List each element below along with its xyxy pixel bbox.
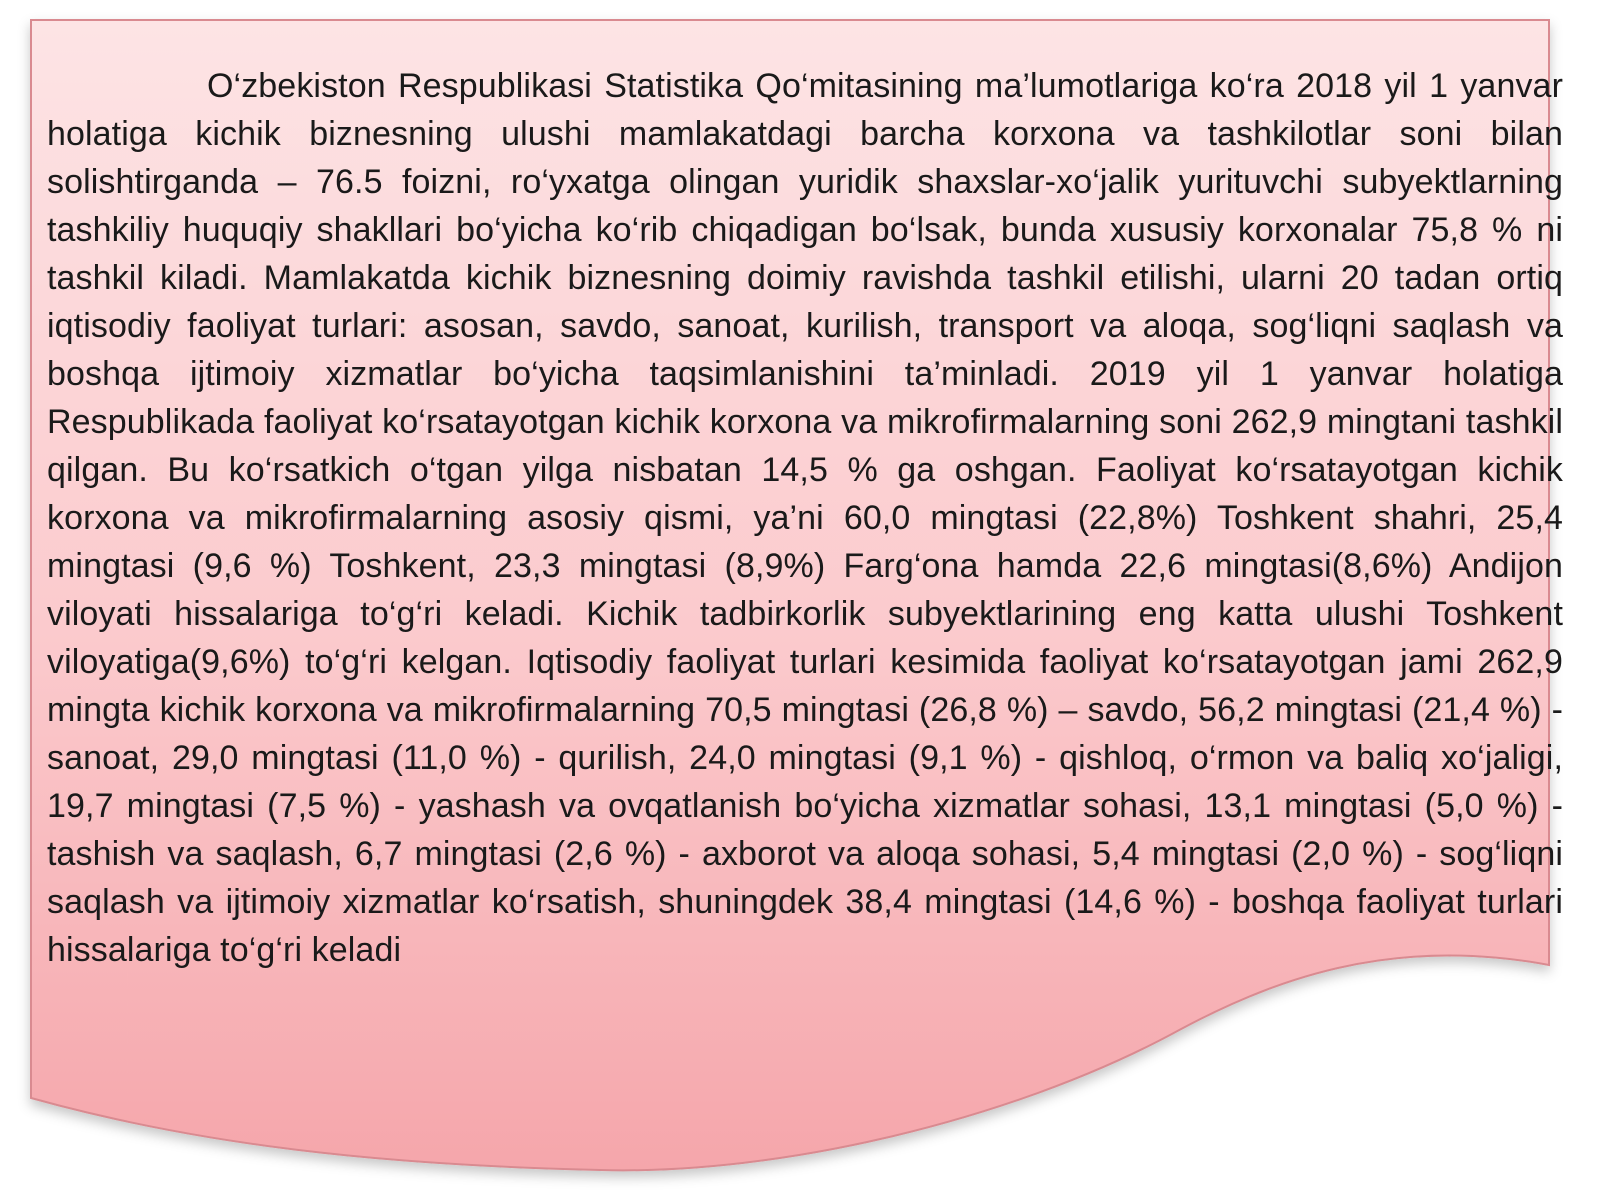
main-paragraph: O‘zbekiston Respublikasi Statistika Qo‘mitasining ma’lumotlariga ko‘ra 2018 yil 1 yanvar holatiga kichik biznesning ulushi mamlakatdagi barcha korxona va tashkilotlar soni bilan solishtirganda – 76.5 foizni, ro‘yxatga olingan yuridik shaxslar-xo‘jalik yurituvchi subyektlarning tashkiliy huquqiy shakllari bo‘yicha ko‘rib chiqadigan bo‘lsak, bunda xususiy korxonalar 75,8 % ni tashkil kiladi. Mamlakatda kichik biznesning doimiy ravishda tashkil etilishi, ularni 20 tadan ortiq iqtisodiy faoliyat turlari: asosan, savdo, sanoat, kurilish, transport va aloqa, sog‘liqni saqlash va boshqa ijtimoiy xizmatlar bo‘yicha taqsimlanishini ta’minladi. 2019 yil 1 yanvar holatiga Respublikada faoliyat ko‘rsatayotgan kichik korxona va mikrofirmalarning soni 262,9 mingtani tashkil qilgan. Bu ko‘rsatkich o‘tgan yilga nisbatan 14,5 % ga oshgan. Faoliyat ko‘rsatayotgan kichik korxona va mikrofirmalarning asosiy qismi, ya’ni 60,0 mingtasi (22,8%) Toshkent shahri, 25,4 mingtasi (9,6 %) Toshkent, 23,3 mingtasi (8,9%) Farg‘ona hamda 22,6 mingtasi(8,6%) Andijon viloyati hissalariga to‘g‘ri keladi. Kichik tadbirkorlik subyektlarining eng katta ulushi Toshkent viloyatiga(9,6%) to‘g‘ri kelgan. Iqtisodiy faoliyat turlari kesimida faoliyat ko‘rsatayotgan jami 262,9 mingta kichik korxona va mikrofirmalarning 70,5 mingtasi (26,8 %) – savdo, 56,2 mingtasi (21,4 %) - sanoat, 29,0 mingtasi (11,0 %) - qurilish, 24,0 mingtasi (9,1 %) - qishloq, o‘rmon va baliq xo‘jaligi, 19,7 mingtasi (7,5 %) - yashash va ovqatlanish bo‘yicha xizmatlar sohasi, 13,1 mingtasi (5,0 %) - tashish va saqlash, 6,7 mingtasi (2,6 %) - axborot va aloqa sohasi, 5,4 mingtasi (2,0 %) - sog‘liqni saqlash va ijtimoiy xizmatlar ko‘rsatish, shuningdek 38,4 mingtasi (14,6 %) - boshqa faoliyat turlari hissalariga to‘g‘ri keladi bbox=[47, 67, 1563, 969]
